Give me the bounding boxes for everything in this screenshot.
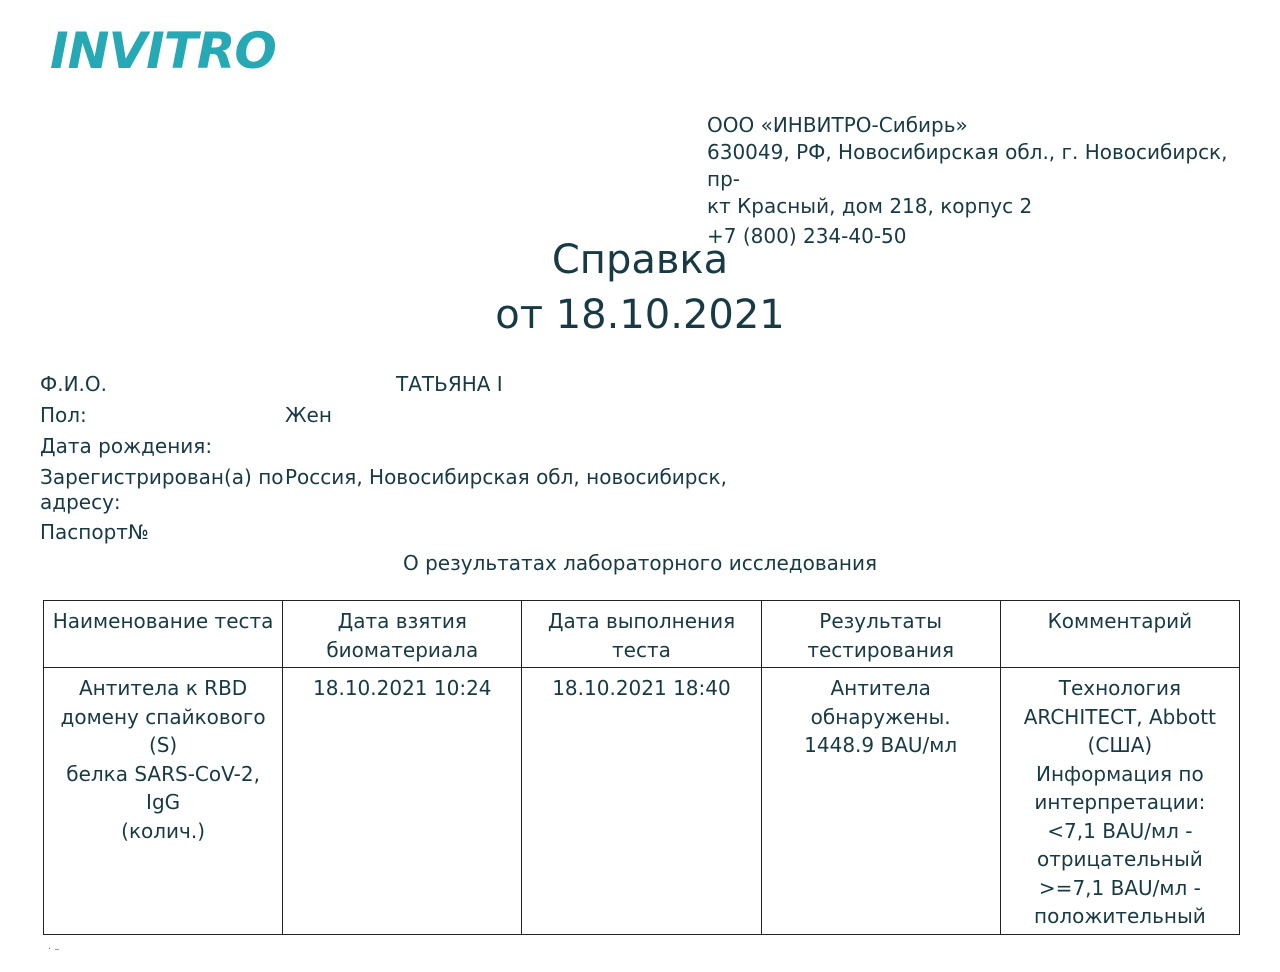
results-subtitle: О результатах лабораторного исследования — [403, 551, 877, 575]
header-results: Результаты тестирования — [761, 601, 1000, 668]
cell-comment: Технология ARCHITECT, Abbott (США) Информация по интерпретации: <7,1 BAU/мл - отрицательный >=7,1 BAU/мл - положительный — [1000, 668, 1239, 935]
header-done-date: Дата выполнения теста — [522, 601, 761, 668]
company-name: ООО «ИНВИТРО-Сибирь» — [707, 113, 968, 137]
passport-label: Паспорт№ — [40, 520, 149, 544]
company-phone: +7 (800) 234-40-50 — [707, 224, 907, 248]
registration-label-line2: адресу: — [40, 490, 121, 514]
company-address-line1: 630049, РФ, Новосибирская обл., г. Новосибирск, пр- — [707, 140, 1228, 191]
sex-label: Пол: — [40, 403, 87, 427]
fio-label: Ф.И.О. — [40, 372, 107, 396]
cell-test-name: Антитела к RBD домену спайкового (S) белка SARS-CoV-2, IgG (колич.) — [44, 668, 283, 935]
company-address-line2: кт Красный, дом 218, корпус 2 — [707, 194, 1033, 218]
invitro-logo: INVITRO — [50, 22, 276, 80]
page-footmark: · – — [48, 944, 60, 955]
cell-done-date: 18.10.2021 18:40 — [522, 668, 761, 935]
fio-value: ТАТЬЯНА І — [396, 372, 503, 396]
company-info — [707, 112, 1252, 250]
header-test-name: Наименование теста — [44, 601, 283, 668]
header-sample-date: Дата взятия биоматериала — [283, 601, 522, 668]
table-row — [44, 668, 1240, 935]
document-date: от 18.10.2021 — [495, 292, 785, 338]
registration-value: Россия, Новосибирская обл, новосибирск, — [285, 465, 727, 489]
table-header-row — [44, 601, 1240, 668]
cell-result: Антитела обнаружены. 1448.9 BAU/мл — [761, 668, 1000, 935]
dob-label: Дата рождения: — [40, 434, 213, 458]
document-title: Справка — [551, 237, 729, 283]
sex-value: Жен — [285, 403, 332, 427]
results-table — [43, 600, 1240, 935]
header-comment: Комментарий — [1000, 601, 1239, 668]
cell-sample-date: 18.10.2021 10:24 — [283, 668, 522, 935]
registration-label-line1: Зарегистрирован(а) по — [40, 465, 284, 489]
